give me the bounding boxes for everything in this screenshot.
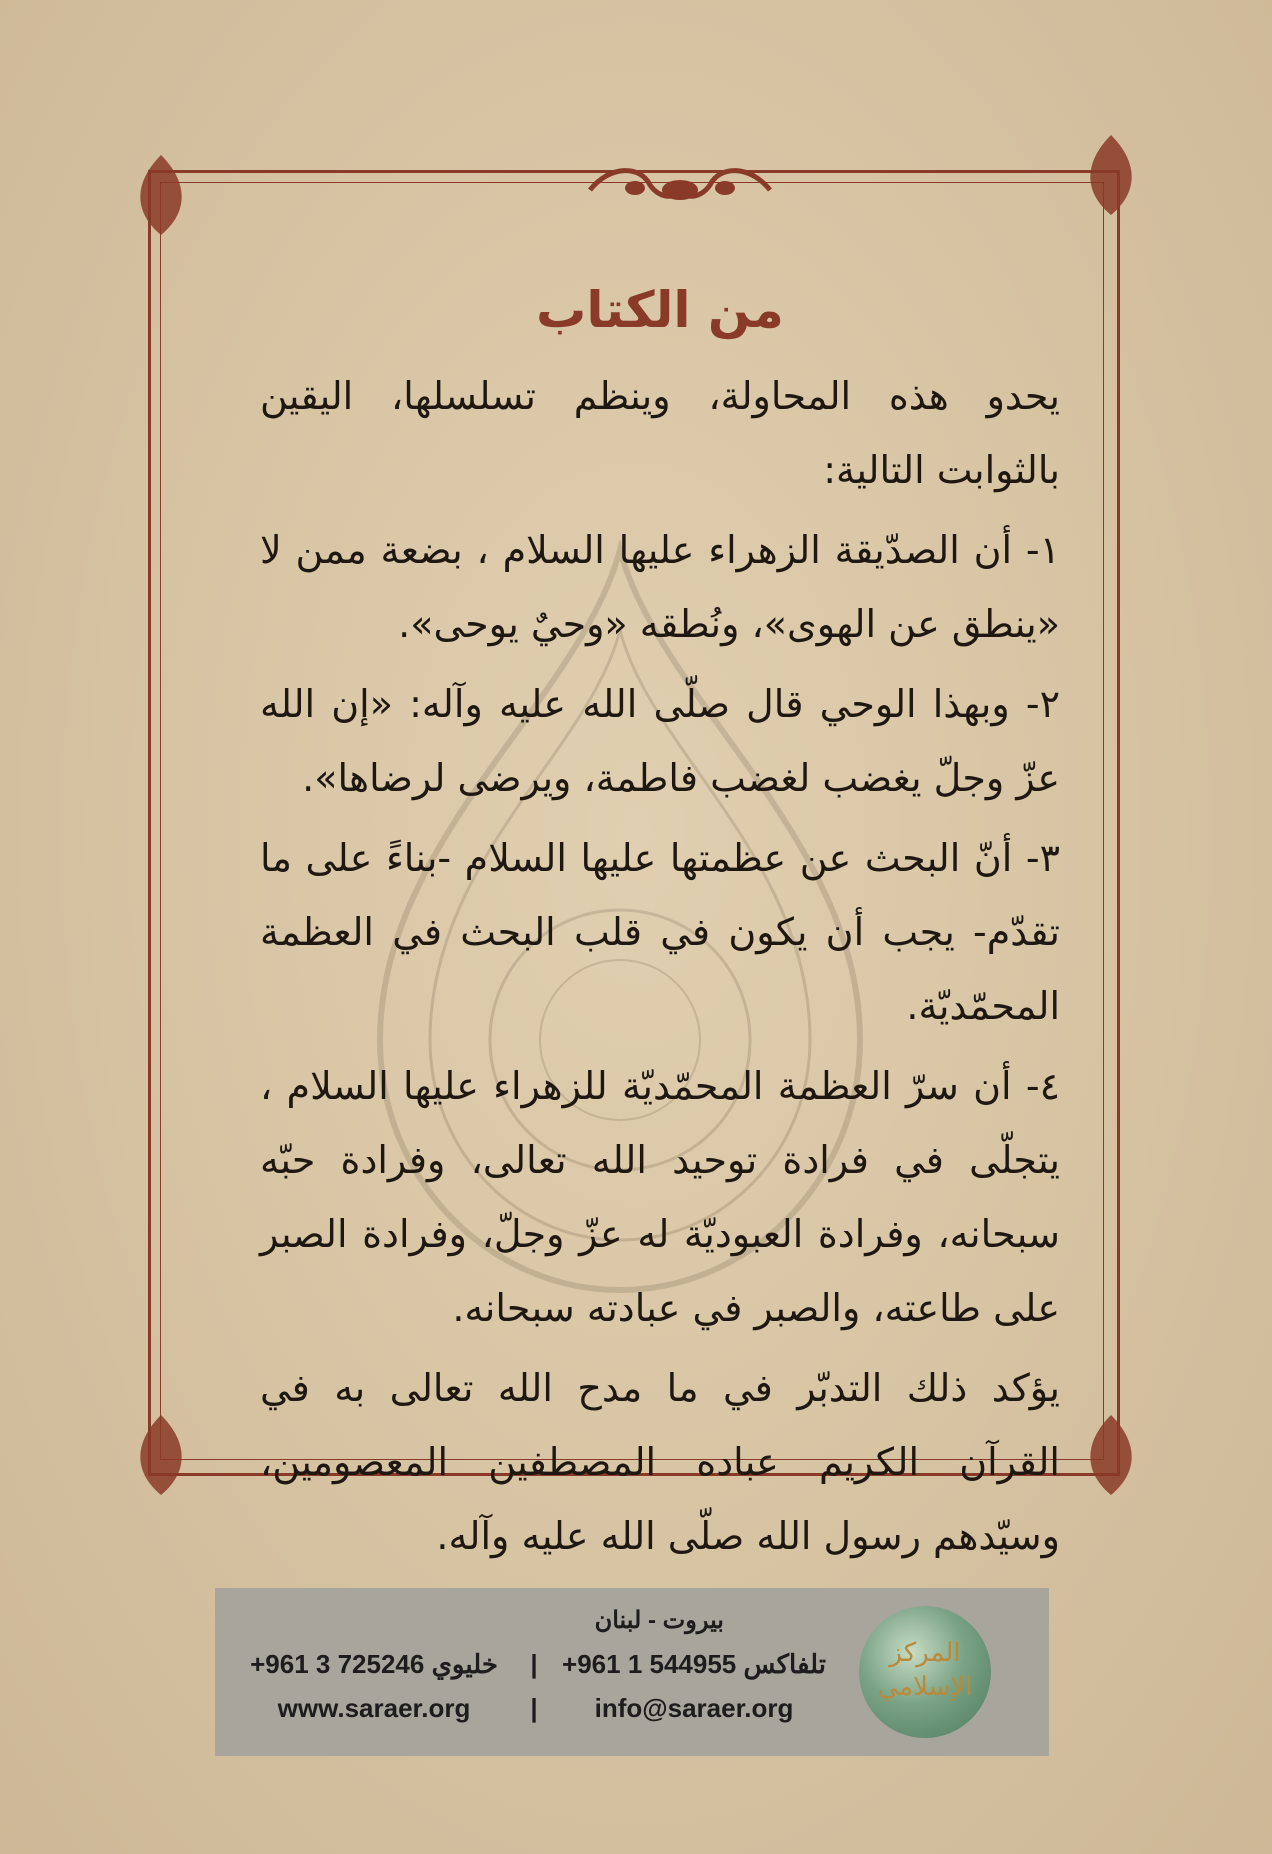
corner-ornament-top-left-icon bbox=[126, 150, 196, 240]
separator: | bbox=[530, 1649, 538, 1679]
logo-text: المركز الإسلامي bbox=[877, 1638, 973, 1702]
publisher-city: بيروت - لبنان bbox=[594, 1607, 724, 1634]
email-link[interactable]: info@saraer.org bbox=[594, 1693, 794, 1723]
paragraph-intro: يحدو هذه المحاولة، وينظم تسلسلها، اليقين بالثوابت التالية: bbox=[260, 374, 1060, 492]
mobile-number: +961 3 725246 bbox=[250, 1649, 425, 1679]
mobile-label: خليوي bbox=[431, 1649, 498, 1679]
separator: | bbox=[530, 1693, 538, 1723]
paragraph-2: ٢- وبهذا الوحي قال صلّى الله عليه وآله: «إن الله عزّ وجلّ يغضب لغضب فاطمة، ويرضى لرضاها». bbox=[260, 682, 1060, 800]
paragraph-conclusion: يؤكد ذلك التدبّر في ما مدح الله تعالى به في القرآن الكريم عباده المصطفين المعصومين، وسيّدهم رسول الله صلّى الله عليه وآله. bbox=[260, 1366, 1060, 1558]
corner-ornament-bottom-right-icon bbox=[1076, 1410, 1146, 1500]
paragraph-4: ٤- أن سرّ العظمة المحمّديّة للزهراء عليها السلام ، يتجلّى في فرادة توحيد الله تعالى، وفرادة حبّه سبحانه، وفرادة العبوديّة له عزّ وجلّ، وفرادة الصبر على طاعته، والصبر في عبادته سبحانه. bbox=[260, 1064, 1060, 1330]
publisher-box bbox=[215, 1588, 1049, 1756]
website-link[interactable]: www.saraer.org bbox=[277, 1693, 471, 1723]
publisher-logo bbox=[859, 1606, 991, 1738]
fax-number: +961 1 544955 bbox=[562, 1649, 737, 1679]
excerpt-content bbox=[260, 275, 1060, 1579]
mobile-cell bbox=[234, 1642, 514, 1686]
phone-row bbox=[234, 1642, 834, 1686]
fax-cell bbox=[554, 1642, 834, 1686]
page-title: من الكتاب bbox=[536, 281, 784, 339]
fax-label: تلفاكس bbox=[743, 1649, 826, 1679]
paragraph-3: ٣- أنّ البحث عن عظمتها عليها السلام -بناءً على ما تقدّم- يجب أن يكون في قلب البحث في العظمة المحمّديّة. bbox=[260, 836, 1060, 1028]
corner-ornament-bottom-left-icon bbox=[126, 1410, 196, 1500]
corner-ornament-top-right-icon bbox=[1076, 130, 1146, 220]
top-ornament-icon bbox=[580, 160, 780, 210]
publisher-contact bbox=[234, 1600, 834, 1730]
paragraph-1: ١- أن الصدّيقة الزهراء عليها السلام ، بضعة ممن لا «ينطق عن الهوى»، ونُطقه «وحيٌ يوحى». bbox=[260, 528, 1060, 646]
web-row bbox=[234, 1686, 834, 1730]
